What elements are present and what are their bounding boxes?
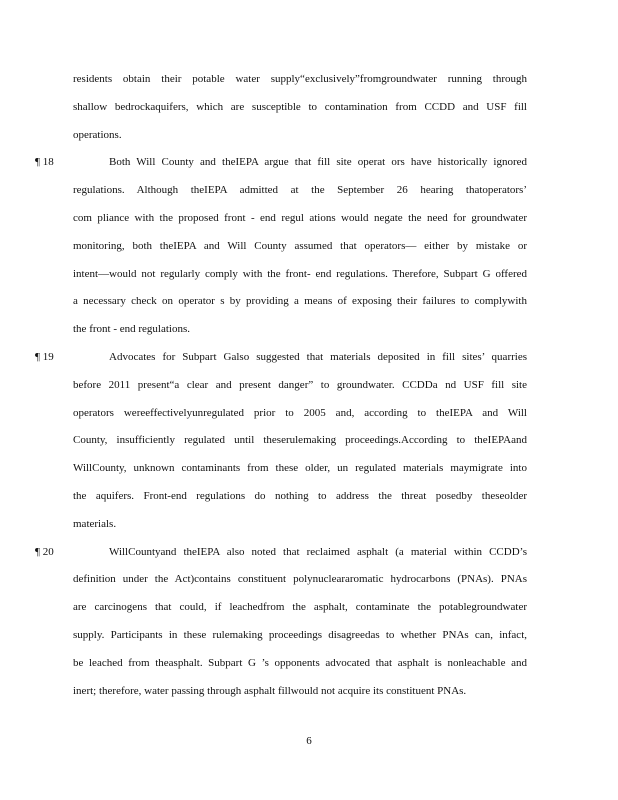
text-line: the aquifers. Front-end regulations do nothing to address the threat posedby theseolder bbox=[73, 490, 527, 502]
text-line: operators wereeffectivelyunregulated prior to 2005 and, according to theIEPA and Will bbox=[73, 406, 527, 419]
text-line: regulations. Although theIEPA admitted at the September 26 hearing thatoperators’ bbox=[73, 184, 527, 197]
text-line: com pliance with the proposed front - end regul ations would negate the need for groundwater bbox=[73, 212, 527, 224]
text-line: materials. bbox=[73, 517, 117, 530]
page-number: 6 bbox=[306, 735, 312, 747]
text-line: operations. bbox=[73, 128, 122, 141]
text-line: shallow bedrockaquifers, which are susceptible to contamination from CCDD and USF fill bbox=[73, 100, 527, 113]
text-line: Both Will County and theIEPA argue that fill site operat ors have historically ignored bbox=[109, 156, 527, 169]
text-line: WillCounty, unknown contaminants from these older, un regulated materials maymigrate into bbox=[73, 462, 527, 475]
paragraph-number: ¶ 19 bbox=[35, 351, 54, 363]
text-line: be leached from theasphalt. Subpart G ’s opponents advocated that asphalt is nonleachable and bbox=[73, 656, 527, 669]
text-line: are carcinogens that could, if leachedfrom the asphalt, contaminate the potablegroundwater bbox=[73, 601, 527, 614]
paragraph-number: ¶ 18 bbox=[35, 156, 54, 169]
text-line: Advocates for Subpart Galso suggested that materials deposited in fill sites’ quarries bbox=[109, 351, 527, 363]
text-line: inert; therefore, water passing through asphalt fillwould not acquire its constituent PNAs. bbox=[73, 684, 467, 697]
text-line: definition under the Act)contains constituent polynucleararomatic hydrocarbons (PNAs). PNAs bbox=[73, 573, 527, 586]
text-line: intent—would not regularly comply with the front- end regulations. Therefore, Subpart G offered bbox=[73, 267, 527, 280]
text-line: residents obtain their potable water supply“exclusively”fromgroundwater running through bbox=[73, 73, 527, 85]
text-line: a necessary check on operator s by providing a means of exposing their failures to complywith bbox=[73, 295, 527, 308]
paragraph-number: ¶ 20 bbox=[35, 545, 54, 558]
text-line: before 2011 present“a clear and present danger” to groundwater. CCDDa nd USF fill site bbox=[73, 378, 527, 391]
text-line: WillCountyand theIEPA also noted that reclaimed asphalt (a material within CCDD’s bbox=[109, 545, 527, 558]
text-line: the front - end regulations. bbox=[73, 323, 190, 336]
text-line: County, insufficiently regulated until theserulemaking proceedings.According to theIEPAand bbox=[73, 434, 527, 447]
text-line: monitoring, both theIEPA and Will County assumed that operators— either by mistake or bbox=[73, 239, 527, 252]
text-line: supply. Participants in these rulemaking proceedings disagreedas to whether PNAs can, infact, bbox=[73, 629, 527, 641]
